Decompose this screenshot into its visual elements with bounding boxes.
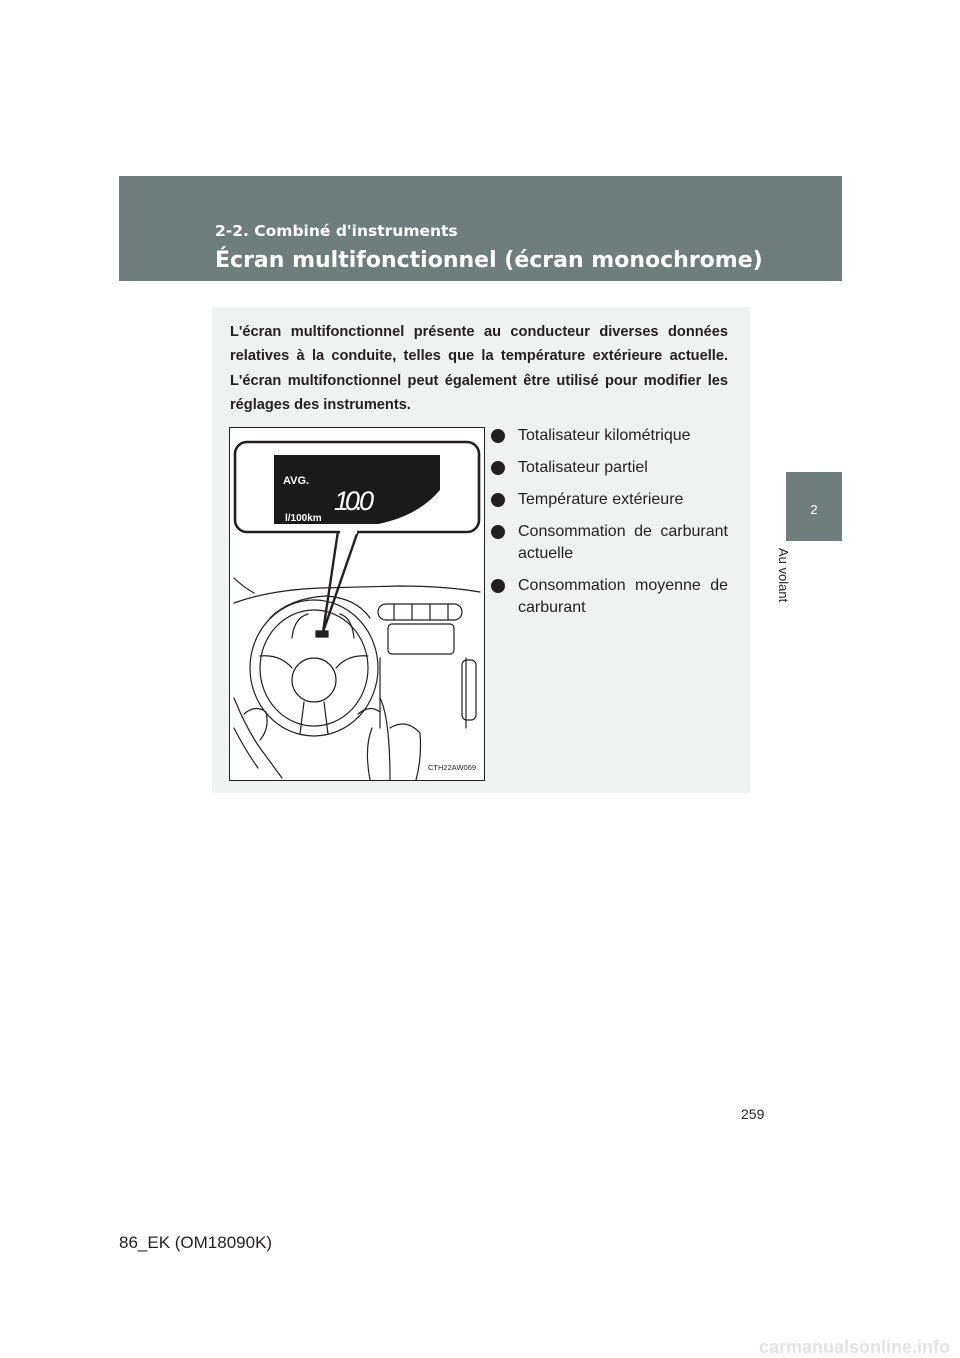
display-label: AVG. <box>283 475 310 487</box>
bullet-dot-icon <box>491 579 505 593</box>
bullet-dot-icon <box>491 525 505 539</box>
chapter-tab-label: Au volant <box>776 548 791 603</box>
watermark[interactable]: carmanualsonline.info <box>758 1337 950 1357</box>
list-item: Température extérieure <box>490 489 728 511</box>
chapter-tab-number: 2 <box>810 502 818 517</box>
bullet-dot-icon <box>491 429 505 443</box>
bullet-dot-icon <box>491 493 505 507</box>
page-number: 259 <box>741 1106 765 1122</box>
intro-paragraph: L'écran multifonctionnel présente au conducteur diverses données relatives à la conduite, telles que la température extérieure actuelle. L'écran multifonctionnel peut également être utilisé pour modifier les réglages des instruments. <box>230 324 728 414</box>
bullet-dot-icon <box>491 461 505 475</box>
list-item: Totalisateur partiel <box>490 457 728 479</box>
document-id: 86_EK (OM18090K) <box>119 1233 273 1252</box>
figure-code: CTH22AW069 <box>428 763 477 772</box>
list-item: Consommation de carburant actuelle <box>490 521 728 565</box>
section-header <box>119 176 842 281</box>
dashboard-illustration <box>229 427 485 781</box>
list-item: Totalisateur kilométrique <box>490 425 728 447</box>
bullet-list <box>490 425 728 629</box>
display-value: 10.0 <box>334 486 374 516</box>
content-panel <box>212 307 750 793</box>
page-title: Écran multifonctionnel (écran monochrome) <box>215 248 763 273</box>
chapter-tab-label-box <box>776 548 807 628</box>
dashboard-drawing <box>230 428 484 780</box>
list-item: Consommation moyenne de carburant <box>490 575 728 619</box>
display-unit: l/100km <box>285 513 322 524</box>
chapter-tab[interactable] <box>786 472 842 541</box>
section-number: 2-2. Combiné d'instruments <box>215 222 458 240</box>
